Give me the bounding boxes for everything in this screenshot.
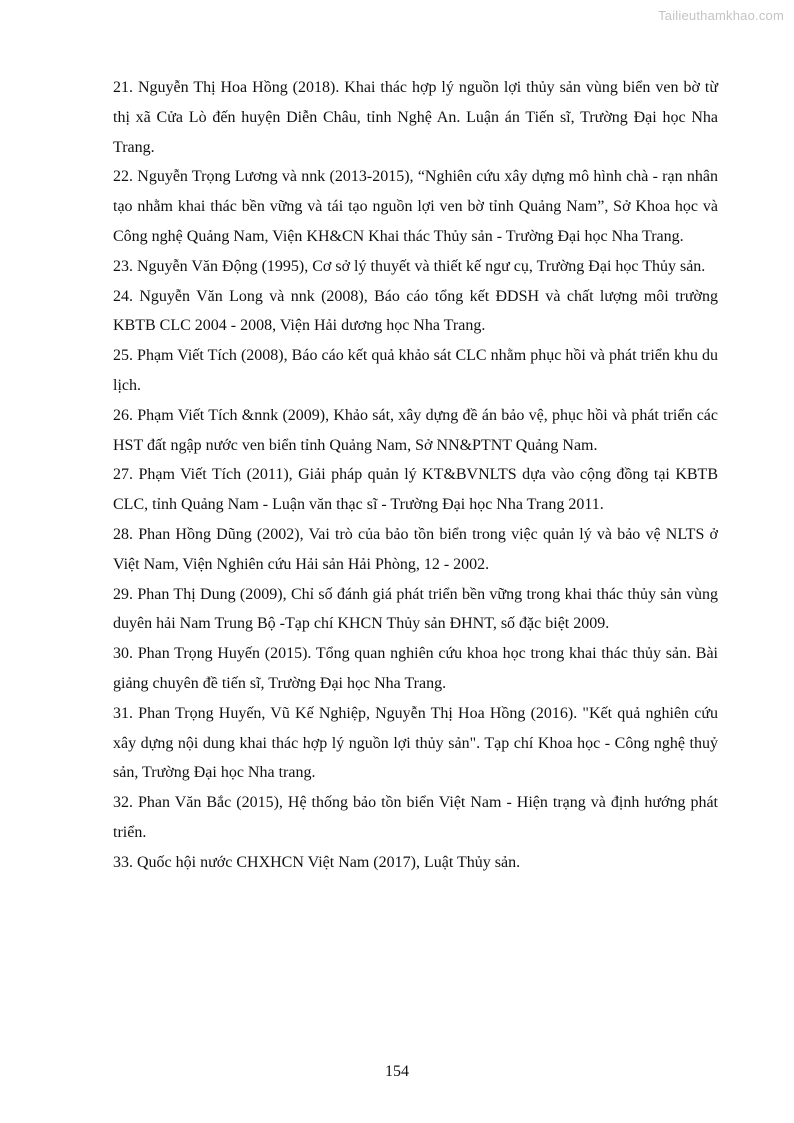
reference-list bbox=[113, 73, 718, 878]
reference-item: 32. Phan Văn Bắc (2015), Hệ thống bảo tồn biển Việt Nam - Hiện trạng và định hướng phát triển. bbox=[113, 794, 718, 841]
reference-item: 27. Phạm Viết Tích (2011), Giải pháp quản lý KT&BVNLTS dựa vào cộng đồng tại KBTB CLC, tỉnh Quảng Nam - Luận văn thạc sĩ - Trường Đại học Nha Trang 2011. bbox=[113, 466, 718, 514]
reference-item: 26. Phạm Viết Tích &nnk (2009), Khảo sát, xây dựng đề án bảo vệ, phục hồi và phát triển các HST đất ngập nước ven biển tỉnh Quảng Nam, Sở NN&PTNT Quảng Nam. bbox=[113, 406, 718, 454]
reference-item: 29. Phan Thị Dung (2009), Chỉ số đánh giá phát triển bền vững trong khai thác thủy sản vùng duyên hải Nam Trung Bộ -Tạp chí KHCN Thủy sản ĐHNT, số đặc biệt 2009. bbox=[113, 585, 718, 633]
page-number: 154 bbox=[385, 1063, 409, 1080]
reference-item: 28. Phan Hồng Dũng (2002), Vai trò của bảo tồn biển trong việc quản lý và bảo vệ NLTS ở Việt Nam, Viện Nghiên cứu Hải sản Hải Phòng, 12 - 2002. bbox=[113, 525, 718, 573]
reference-item: 23. Nguyễn Văn Động (1995), Cơ sở lý thuyết và thiết kế ngư cụ, Trường Đại học Thủy sản. bbox=[113, 257, 706, 275]
watermark: Tailieuthamkhao.com bbox=[658, 8, 784, 23]
reference-item: 21. Nguyễn Thị Hoa Hồng (2018). Khai thác hợp lý nguồn lợi thủy sản vùng biển ven bờ từ thị xã Cửa Lò đến huyện Diễn Châu, tỉnh Nghệ An. Luận án Tiến sĩ, Trường Đại học Nha Trang. bbox=[113, 79, 718, 156]
reference-item: 22. Nguyễn Trọng Lương và nnk (2013-2015), “Nghiên cứu xây dựng mô hình chà - rạn nhân tạo nhằm khai thác bền vững và tái tạo nguồn lợi ven bờ tỉnh Quảng Nam”, Sở Khoa học và Công nghệ Quảng Nam, Viện KH&CN Khai thác Thủy sản - Trường Đại học Nha Trang. bbox=[113, 168, 718, 245]
reference-item: 31. Phan Trọng Huyến, Vũ Kế Nghiệp, Nguyễn Thị Hoa Hồng (2016). "Kết quả nghiên cứu xây dựng nội dung khai thác hợp lý nguồn lợi thủy sản". Tạp chí Khoa học - Công nghệ thuỷ sản, Trường Đại học Nha trang. bbox=[113, 704, 718, 782]
reference-item: 25. Phạm Viết Tích (2008), Báo cáo kết quả khảo sát CLC nhằm phục hồi và phát triển khu du lịch. bbox=[113, 347, 718, 394]
reference-item: 33. Quốc hội nước CHXHCN Việt Nam (2017), Luật Thủy sản. bbox=[113, 853, 521, 871]
reference-item: 24. Nguyễn Văn Long và nnk (2008), Báo cáo tổng kết ĐDSH và chất lượng môi trường KBTB CLC 2004 - 2008, Viện Hải dương học Nha Trang. bbox=[113, 287, 718, 335]
reference-item: 30. Phan Trọng Huyến (2015). Tổng quan nghiên cứu khoa học trong khai thác thủy sản. Bài giảng chuyên đề tiến sĩ, Trường Đại học Nha Trang. bbox=[113, 645, 718, 692]
